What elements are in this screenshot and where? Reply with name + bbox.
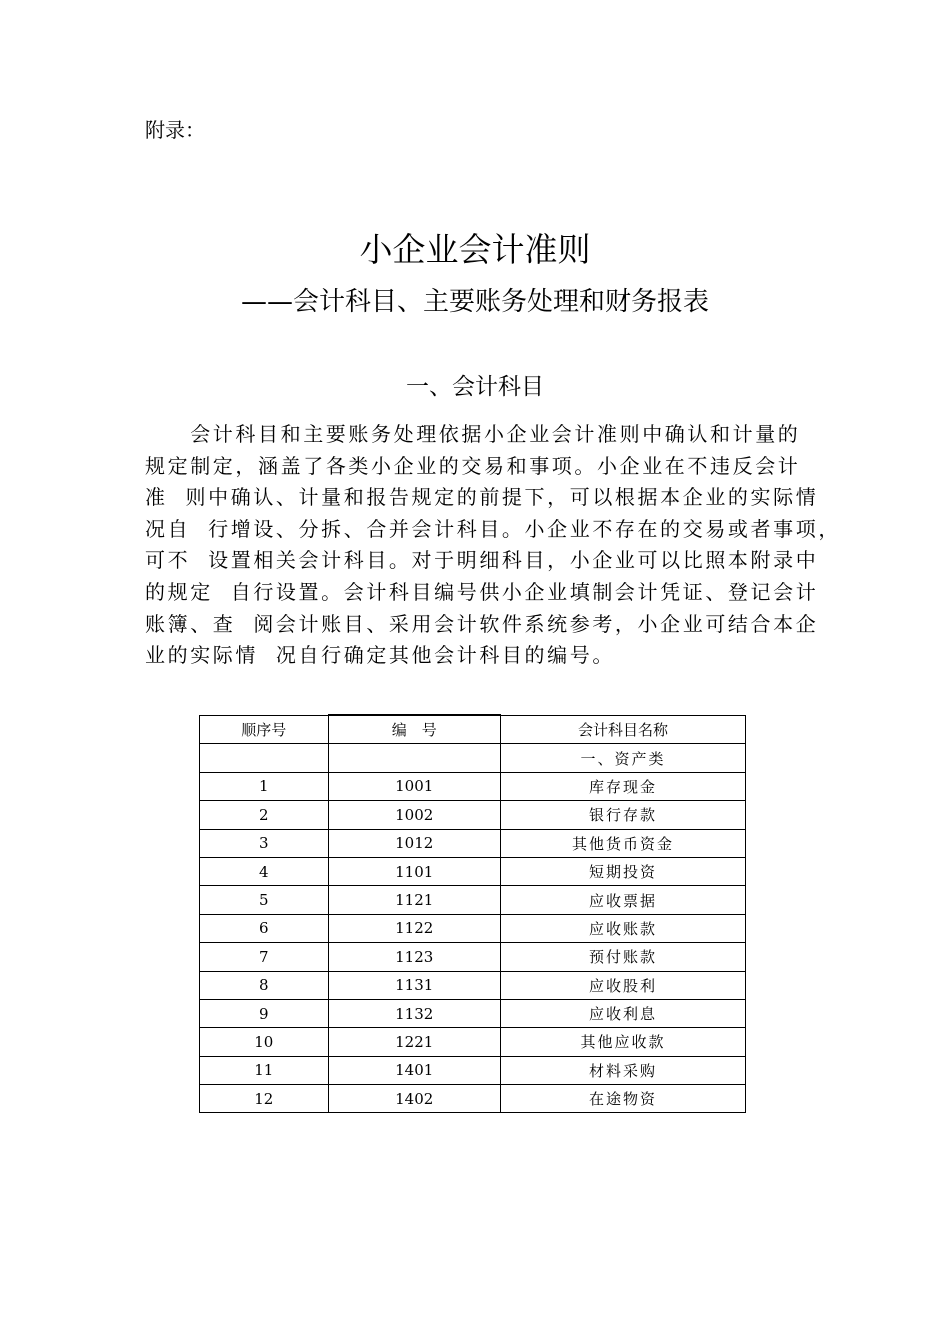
cell-name: 应收利息 <box>500 999 745 1027</box>
cell-code: 1002 <box>328 801 500 829</box>
cell-seq: 5 <box>200 886 329 914</box>
document-title: 小企业会计准则 <box>359 230 591 269</box>
table-row <box>200 886 746 914</box>
cell-name: 预付账款 <box>500 943 745 971</box>
cell-seq: 7 <box>200 943 329 971</box>
table-row <box>200 971 746 999</box>
cell-code: 1132 <box>328 999 500 1027</box>
section-heading: 一、会计科目 <box>406 374 544 400</box>
header-name: 会计科目名称 <box>500 715 745 744</box>
table-row <box>200 1028 746 1056</box>
header-code: 编 号 <box>328 715 500 744</box>
paragraph-line: 账簿、查 阅会计账目、采用会计软件系统参考，小企业可结合本企 <box>145 611 819 636</box>
cell-code: 1131 <box>328 971 500 999</box>
category-seq <box>200 744 329 772</box>
table-row <box>200 943 746 971</box>
cell-seq: 11 <box>200 1056 329 1084</box>
cell-seq: 2 <box>200 801 329 829</box>
cell-seq: 1 <box>200 772 329 800</box>
cell-code: 1123 <box>328 943 500 971</box>
cell-name: 应收票据 <box>500 886 745 914</box>
paragraph-line: 准 则中确认、计量和报告规定的前提下，可以根据本企业的实际情 <box>145 485 819 510</box>
cell-code: 1001 <box>328 772 500 800</box>
table-row <box>200 1085 746 1113</box>
table-header-row <box>200 715 746 744</box>
body-paragraph <box>145 419 841 672</box>
cell-name: 其他货币资金 <box>500 829 745 857</box>
cell-name: 在途物资 <box>500 1085 745 1113</box>
document-subtitle: ——会计科目、主要账务处理和财务报表 <box>240 287 709 317</box>
cell-code: 1122 <box>328 914 500 942</box>
cell-seq: 8 <box>200 971 329 999</box>
cell-code: 1121 <box>328 886 500 914</box>
cell-name: 银行存款 <box>500 801 745 829</box>
table-row <box>200 829 746 857</box>
appendix-label: 附录： <box>145 118 205 142</box>
cell-name: 库存现金 <box>500 772 745 800</box>
cell-name: 其他应收款 <box>500 1028 745 1056</box>
paragraph-line: 的规定 自行设置。会计科目编号供小企业填制会计凭证、登记会计 <box>145 579 819 604</box>
table-row <box>200 1056 746 1084</box>
table-row <box>200 772 746 800</box>
cell-name: 应收股利 <box>500 971 745 999</box>
cell-code: 1101 <box>328 857 500 885</box>
header-seq: 顺序号 <box>200 715 329 744</box>
category-code <box>328 744 500 772</box>
cell-code: 1402 <box>328 1085 500 1113</box>
cell-code: 1012 <box>328 829 500 857</box>
table-row <box>200 801 746 829</box>
cell-code: 1221 <box>328 1028 500 1056</box>
cell-name: 短期投资 <box>500 857 745 885</box>
accounting-subjects-table <box>199 714 746 1113</box>
cell-name: 应收账款 <box>500 914 745 942</box>
paragraph-line: 规定制定，涵盖了各类小企业的交易和事项。小企业在不违反会计 <box>145 453 801 478</box>
category-row <box>200 744 746 772</box>
paragraph-line: 况自 行增设、分拆、合并会计科目。小企业不存在的交易或者事项， <box>145 516 841 541</box>
cell-seq: 10 <box>200 1028 329 1056</box>
paragraph-line: 业的实际情 况自行确定其他会计科目的编号。 <box>145 643 615 668</box>
cell-code: 1401 <box>328 1056 500 1084</box>
cell-seq: 12 <box>200 1085 329 1113</box>
cell-name: 材料采购 <box>500 1056 745 1084</box>
cell-seq: 6 <box>200 914 329 942</box>
cell-seq: 9 <box>200 999 329 1027</box>
cell-seq: 3 <box>200 829 329 857</box>
table-row <box>200 857 746 885</box>
paragraph-line: 会计科目和主要账务处理依据小企业会计准则中确认和计量的 <box>145 422 801 446</box>
table-row <box>200 914 746 942</box>
cell-seq: 4 <box>200 857 329 885</box>
paragraph-line: 可不 设置相关会计科目。对于明细科目，小企业可以比照本附录中 <box>145 548 819 573</box>
table-row <box>200 999 746 1027</box>
category-name: 一、资产类 <box>500 744 745 772</box>
